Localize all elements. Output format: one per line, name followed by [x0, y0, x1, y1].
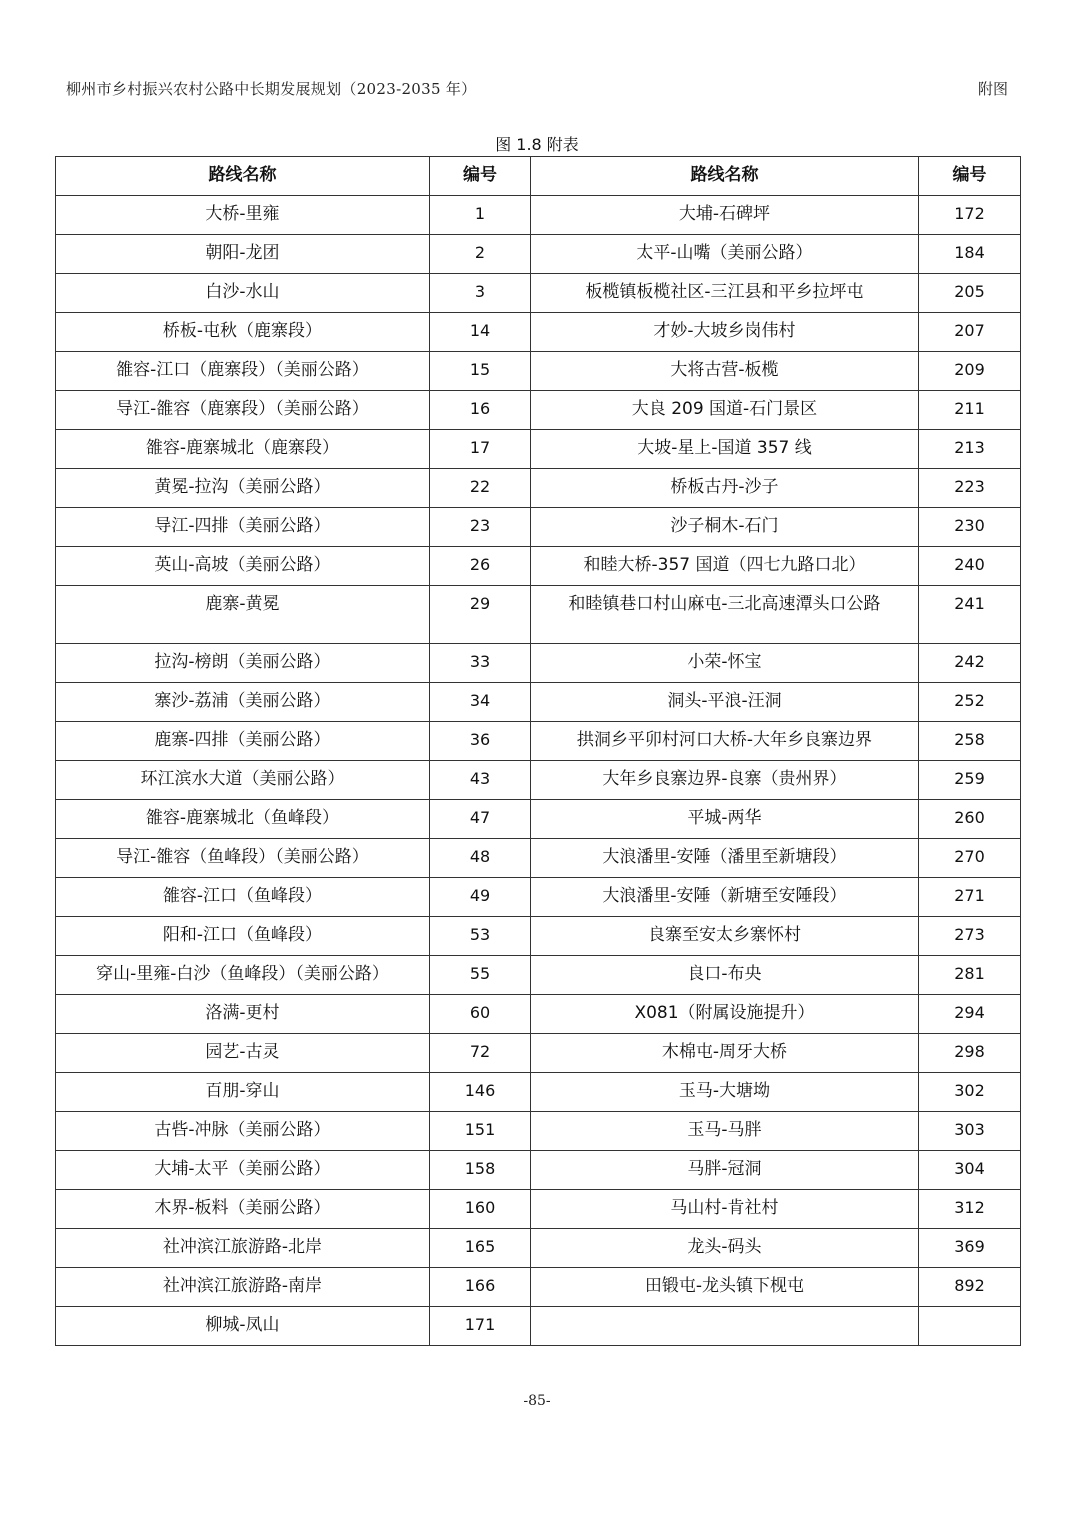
route-number-cell: 72 — [430, 1034, 531, 1073]
route-name-cell: 玉马-马胖 — [531, 1112, 919, 1151]
table-caption: 图 1.8 附表 — [495, 135, 579, 154]
route-number-cell: 304 — [919, 1151, 1021, 1190]
table-row — [56, 1073, 1021, 1112]
route-name-cell: 良寨至安太乡寨怀村 — [531, 917, 919, 956]
route-number-cell: 33 — [430, 644, 531, 683]
route-number-cell: 26 — [430, 547, 531, 586]
route-name-cell: 鹿寨-四排（美丽公路） — [56, 722, 430, 761]
route-number-cell: 260 — [919, 800, 1021, 839]
column-header-number: 编号 — [430, 157, 531, 196]
route-number-cell: 230 — [919, 508, 1021, 547]
table-row — [56, 722, 1021, 761]
route-number-cell: 303 — [919, 1112, 1021, 1151]
route-number-cell: 34 — [430, 683, 531, 722]
route-number-cell: 211 — [919, 391, 1021, 430]
route-number-cell: 172 — [919, 196, 1021, 235]
route-number-cell — [919, 1307, 1021, 1346]
route-name-cell: 大埔-太平（美丽公路） — [56, 1151, 430, 1190]
route-number-cell: 171 — [430, 1307, 531, 1346]
route-name-cell: 马胖-冠洞 — [531, 1151, 919, 1190]
table-row — [56, 995, 1021, 1034]
table-row — [56, 1307, 1021, 1346]
route-number-cell: 205 — [919, 274, 1021, 313]
route-name-cell — [531, 1307, 919, 1346]
table-row — [56, 1151, 1021, 1190]
column-header-route-name: 路线名称 — [531, 157, 919, 196]
route-number-cell: 3 — [430, 274, 531, 313]
table-row — [56, 508, 1021, 547]
table-row — [56, 196, 1021, 235]
route-name-cell: 雒容-鹿寨城北（鹿寨段） — [56, 430, 430, 469]
route-name-cell: 古呰-冲脉（美丽公路） — [56, 1112, 430, 1151]
table-row — [56, 761, 1021, 800]
route-number-cell: 273 — [919, 917, 1021, 956]
route-name-cell: 导江-雒容（鹿寨段）（美丽公路） — [56, 391, 430, 430]
route-number-cell: 1 — [430, 196, 531, 235]
route-number-cell: 209 — [919, 352, 1021, 391]
route-name-cell: 朝阳-龙团 — [56, 235, 430, 274]
route-name-cell: 拉沟-榜朗（美丽公路） — [56, 644, 430, 683]
table-row — [56, 235, 1021, 274]
route-number-cell: 14 — [430, 313, 531, 352]
table-row — [56, 917, 1021, 956]
route-name-cell: 和睦镇巷口村山麻屯-三北高速潭头口公路 — [531, 586, 919, 644]
route-number-cell: 207 — [919, 313, 1021, 352]
route-number-cell: 223 — [919, 469, 1021, 508]
table-row — [56, 878, 1021, 917]
route-name-cell: 小荣-怀宝 — [531, 644, 919, 683]
route-number-cell: 302 — [919, 1073, 1021, 1112]
route-name-cell: 和睦大桥-357 国道（四七九路口北） — [531, 547, 919, 586]
route-number-cell: 240 — [919, 547, 1021, 586]
route-name-cell: 大将古营-板榄 — [531, 352, 919, 391]
route-number-cell: 15 — [430, 352, 531, 391]
route-name-cell: 良口-布央 — [531, 956, 919, 995]
route-name-cell: X081（附属设施提升） — [531, 995, 919, 1034]
route-number-cell: 23 — [430, 508, 531, 547]
route-number-cell: 184 — [919, 235, 1021, 274]
route-number-cell: 48 — [430, 839, 531, 878]
document-title: 柳州市乡村振兴农村公路中长期发展规划（2023-2035 年） — [66, 80, 477, 98]
route-number-cell: 252 — [919, 683, 1021, 722]
route-name-cell: 黄冕-拉沟（美丽公路） — [56, 469, 430, 508]
column-header-number: 编号 — [919, 157, 1021, 196]
route-name-cell: 雒容-江口（鹿寨段）（美丽公路） — [56, 352, 430, 391]
route-number-cell: 281 — [919, 956, 1021, 995]
route-name-cell: 大浪潘里-安陲（新塘至安陲段） — [531, 878, 919, 917]
table-row — [56, 839, 1021, 878]
route-name-cell: 大良 209 国道-石门景区 — [531, 391, 919, 430]
route-number-cell: 165 — [430, 1229, 531, 1268]
table-row — [56, 313, 1021, 352]
route-name-cell: 鹿寨-黄冕 — [56, 586, 430, 644]
route-number-cell: 242 — [919, 644, 1021, 683]
route-number-cell: 294 — [919, 995, 1021, 1034]
route-name-cell: 雒容-鹿寨城北（鱼峰段） — [56, 800, 430, 839]
route-name-cell: 桥板古丹-沙子 — [531, 469, 919, 508]
route-name-cell: 玉马-大塘坳 — [531, 1073, 919, 1112]
table-body — [56, 196, 1021, 1346]
route-number-cell: 29 — [430, 586, 531, 644]
route-name-cell: 洛满-更村 — [56, 995, 430, 1034]
route-name-cell: 桥板-屯秋（鹿寨段） — [56, 313, 430, 352]
route-number-cell: 160 — [430, 1190, 531, 1229]
table-row — [56, 586, 1021, 644]
table-row — [56, 800, 1021, 839]
route-name-cell: 导江-雒容（鱼峰段）（美丽公路） — [56, 839, 430, 878]
route-number-cell: 166 — [430, 1268, 531, 1307]
route-number-cell: 36 — [430, 722, 531, 761]
route-number-cell: 22 — [430, 469, 531, 508]
route-number-cell: 53 — [430, 917, 531, 956]
route-number-cell: 271 — [919, 878, 1021, 917]
route-name-cell: 环江滨水大道（美丽公路） — [56, 761, 430, 800]
table-row — [56, 391, 1021, 430]
route-name-cell: 大坡-星上-国道 357 线 — [531, 430, 919, 469]
table-row — [56, 956, 1021, 995]
route-number-cell: 298 — [919, 1034, 1021, 1073]
route-name-cell: 平城-两华 — [531, 800, 919, 839]
section-label: 附图 — [977, 80, 1008, 98]
route-number-cell: 270 — [919, 839, 1021, 878]
route-name-cell: 百朋-穿山 — [56, 1073, 430, 1112]
route-name-cell: 沙子桐木-石门 — [531, 508, 919, 547]
table-row — [56, 1034, 1021, 1073]
route-name-cell: 大埔-石碑坪 — [531, 196, 919, 235]
route-name-cell: 田锻屯-龙头镇下枧屯 — [531, 1268, 919, 1307]
route-name-cell: 园艺-古灵 — [56, 1034, 430, 1073]
table-row — [56, 683, 1021, 722]
route-number-cell: 146 — [430, 1073, 531, 1112]
route-number-cell: 60 — [430, 995, 531, 1034]
route-number-cell: 2 — [430, 235, 531, 274]
route-number-cell: 258 — [919, 722, 1021, 761]
route-name-cell: 穿山-里雍-白沙（鱼峰段）（美丽公路） — [56, 956, 430, 995]
table-row — [56, 274, 1021, 313]
table-row — [56, 1268, 1021, 1307]
table-row — [56, 644, 1021, 683]
route-name-cell: 寨沙-荔浦（美丽公路） — [56, 683, 430, 722]
route-name-cell: 洞头-平浪-汪洞 — [531, 683, 919, 722]
route-number-cell: 151 — [430, 1112, 531, 1151]
route-name-cell: 雒容-江口（鱼峰段） — [56, 878, 430, 917]
route-number-cell: 49 — [430, 878, 531, 917]
route-name-cell: 白沙-水山 — [56, 274, 430, 313]
table-row — [56, 1112, 1021, 1151]
route-name-cell: 社冲滨江旅游路-南岸 — [56, 1268, 430, 1307]
route-number-cell: 55 — [430, 956, 531, 995]
route-number-cell: 158 — [430, 1151, 531, 1190]
route-number-cell: 312 — [919, 1190, 1021, 1229]
route-name-cell: 导江-四排（美丽公路） — [56, 508, 430, 547]
page-number: -85- — [523, 1393, 551, 1409]
route-name-cell: 大年乡良寨边界-良寨（贵州界） — [531, 761, 919, 800]
table-row — [56, 469, 1021, 508]
table-row — [56, 547, 1021, 586]
route-name-cell: 木界-板料（美丽公路） — [56, 1190, 430, 1229]
route-name-cell: 才妙-大坡乡岗伟村 — [531, 313, 919, 352]
route-name-cell: 木棉屯-周牙大桥 — [531, 1034, 919, 1073]
table-row — [56, 1229, 1021, 1268]
route-name-cell: 阳和-江口（鱼峰段） — [56, 917, 430, 956]
table-row — [56, 352, 1021, 391]
route-table — [55, 156, 1021, 1346]
route-name-cell: 大浪潘里-安陲（潘里至新塘段） — [531, 839, 919, 878]
route-number-cell: 892 — [919, 1268, 1021, 1307]
route-name-cell: 太平-山嘴（美丽公路） — [531, 235, 919, 274]
route-name-cell: 龙头-码头 — [531, 1229, 919, 1268]
route-name-cell: 英山-高坡（美丽公路） — [56, 547, 430, 586]
route-number-cell: 47 — [430, 800, 531, 839]
route-number-cell: 16 — [430, 391, 531, 430]
route-number-cell: 213 — [919, 430, 1021, 469]
column-header-route-name: 路线名称 — [56, 157, 430, 196]
route-name-cell: 马山村-肯社村 — [531, 1190, 919, 1229]
route-number-cell: 17 — [430, 430, 531, 469]
route-name-cell: 拱洞乡平卯村河口大桥-大年乡良寨边界 — [531, 722, 919, 761]
table-row — [56, 1190, 1021, 1229]
route-number-cell: 259 — [919, 761, 1021, 800]
table-header-row — [56, 157, 1021, 196]
table-row — [56, 430, 1021, 469]
route-name-cell: 柳城-凤山 — [56, 1307, 430, 1346]
route-name-cell: 大桥-里雍 — [56, 196, 430, 235]
route-name-cell: 板榄镇板榄社区-三江县和平乡拉坪屯 — [531, 274, 919, 313]
route-number-cell: 241 — [919, 586, 1021, 644]
route-name-cell: 社冲滨江旅游路-北岸 — [56, 1229, 430, 1268]
route-number-cell: 369 — [919, 1229, 1021, 1268]
route-number-cell: 43 — [430, 761, 531, 800]
